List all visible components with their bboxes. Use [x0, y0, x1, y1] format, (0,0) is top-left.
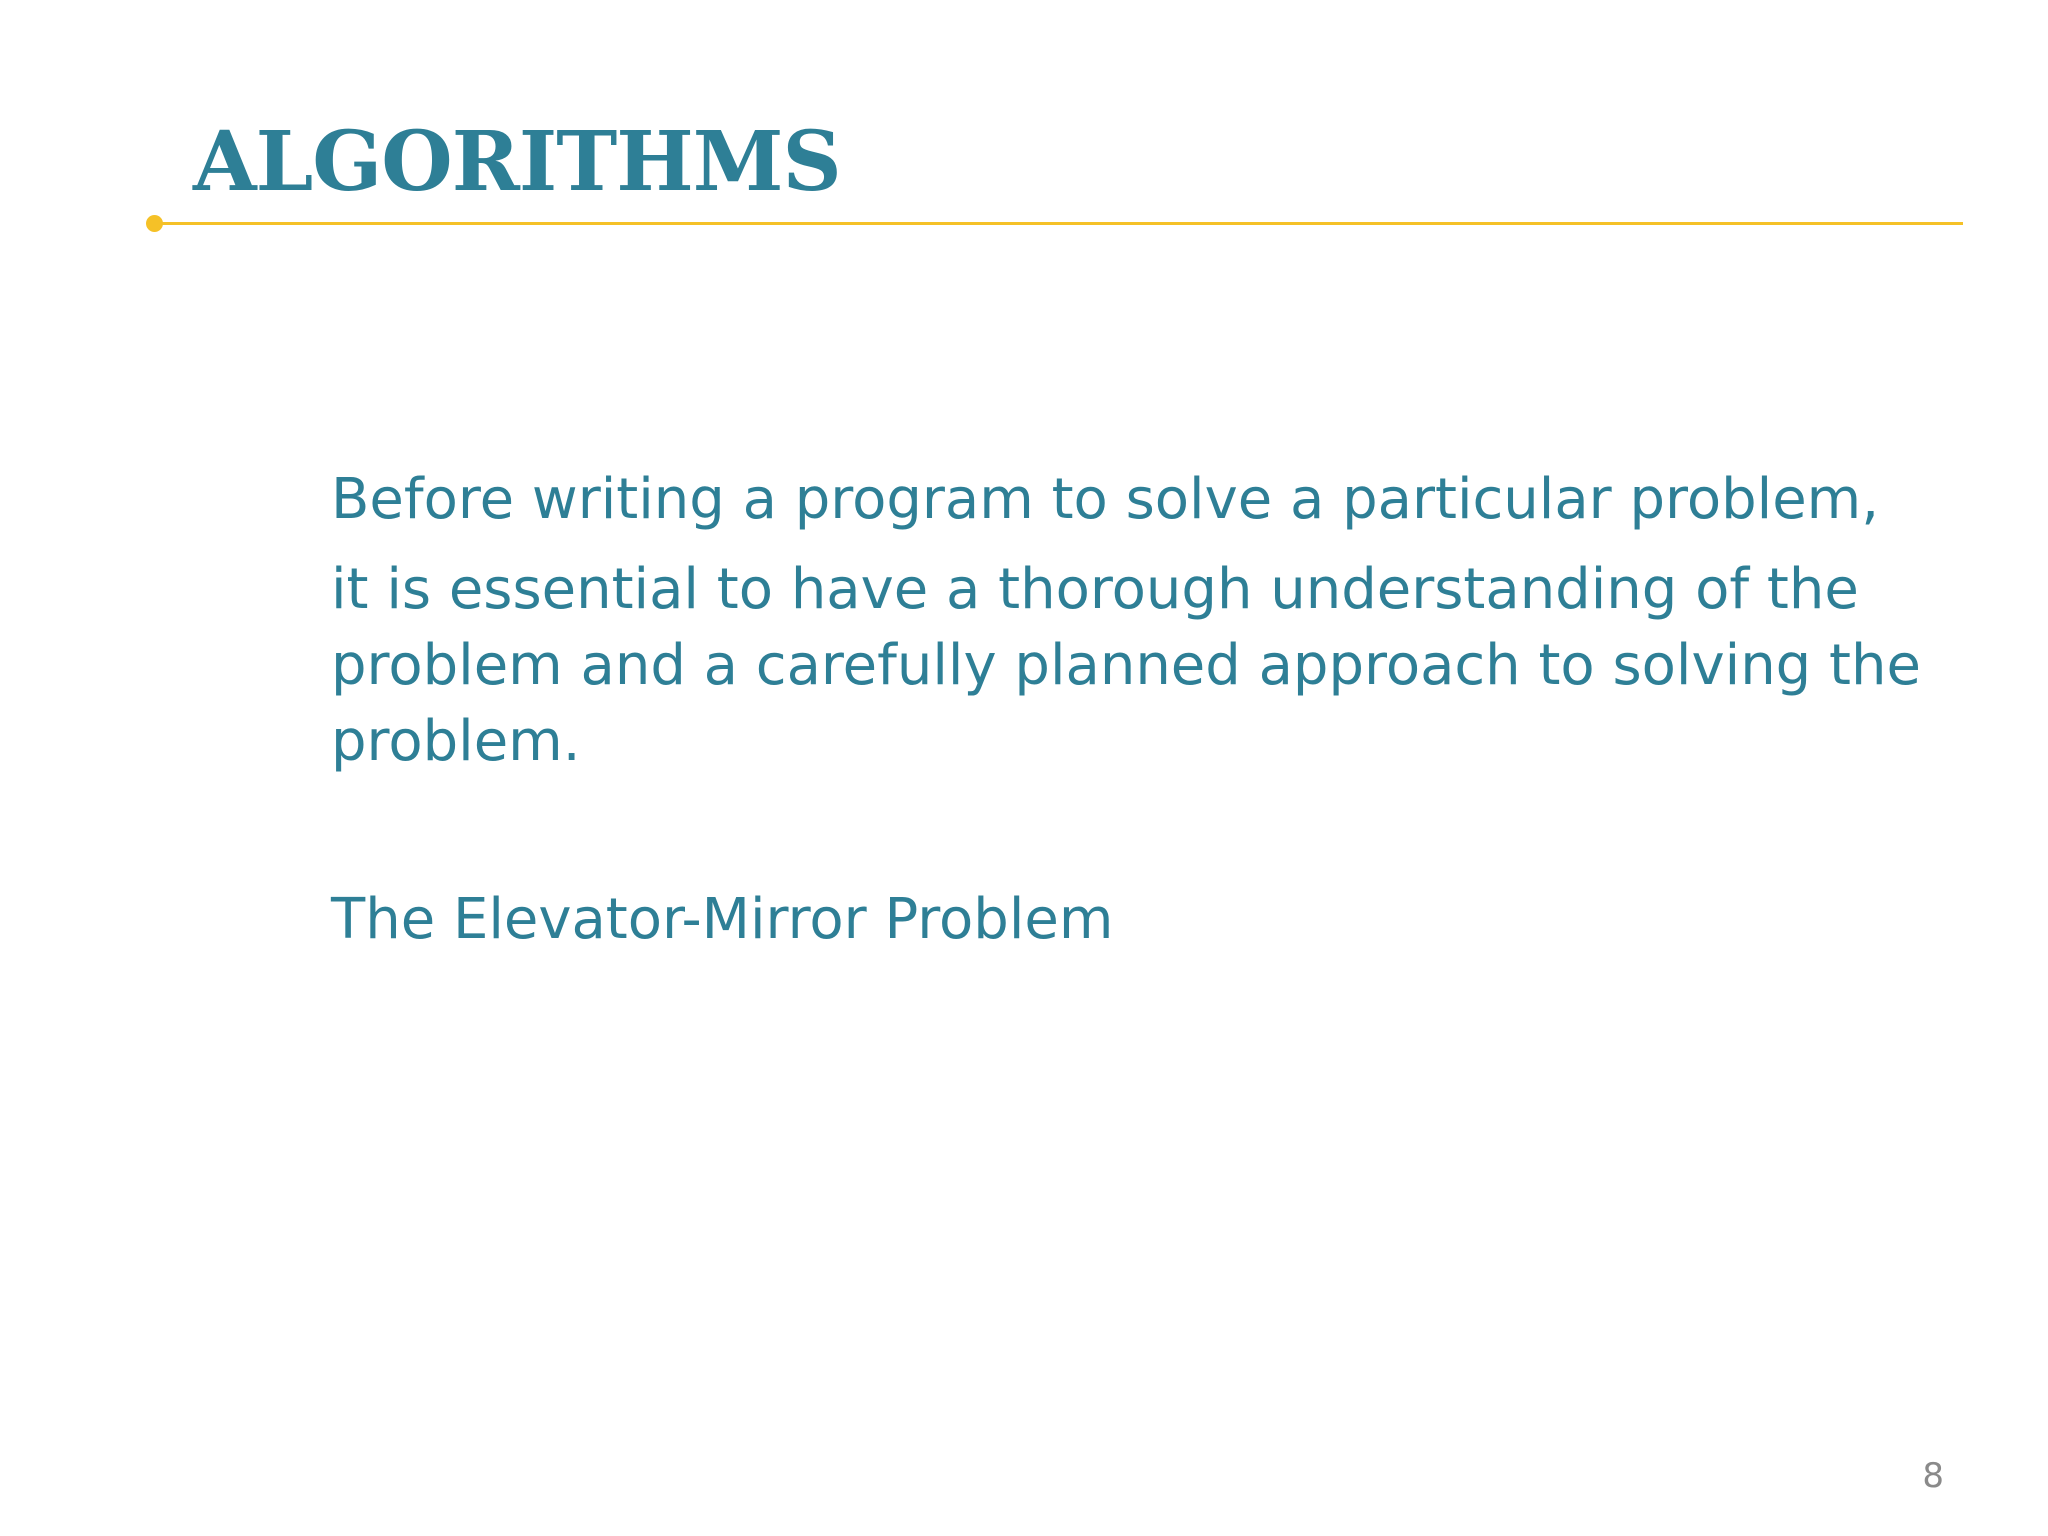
body-text-line-1: Before writing a program to solve a particular problem,	[331, 467, 1880, 532]
body-paragraph-line-3: problem.	[331, 709, 581, 774]
body-paragraph-line-1: it is essential to have a thorough understanding of the	[331, 557, 1859, 622]
problem-subheading: The Elevator-Mirror Problem	[331, 887, 1114, 952]
body-paragraph	[331, 552, 1921, 780]
body-paragraph-line-2: problem and a carefully planned approach to solving the	[331, 633, 1921, 698]
page-number: 8	[1922, 1456, 1944, 1496]
title-rule-line	[155, 222, 1963, 225]
slide-title: ALGORITHMS	[193, 114, 841, 210]
